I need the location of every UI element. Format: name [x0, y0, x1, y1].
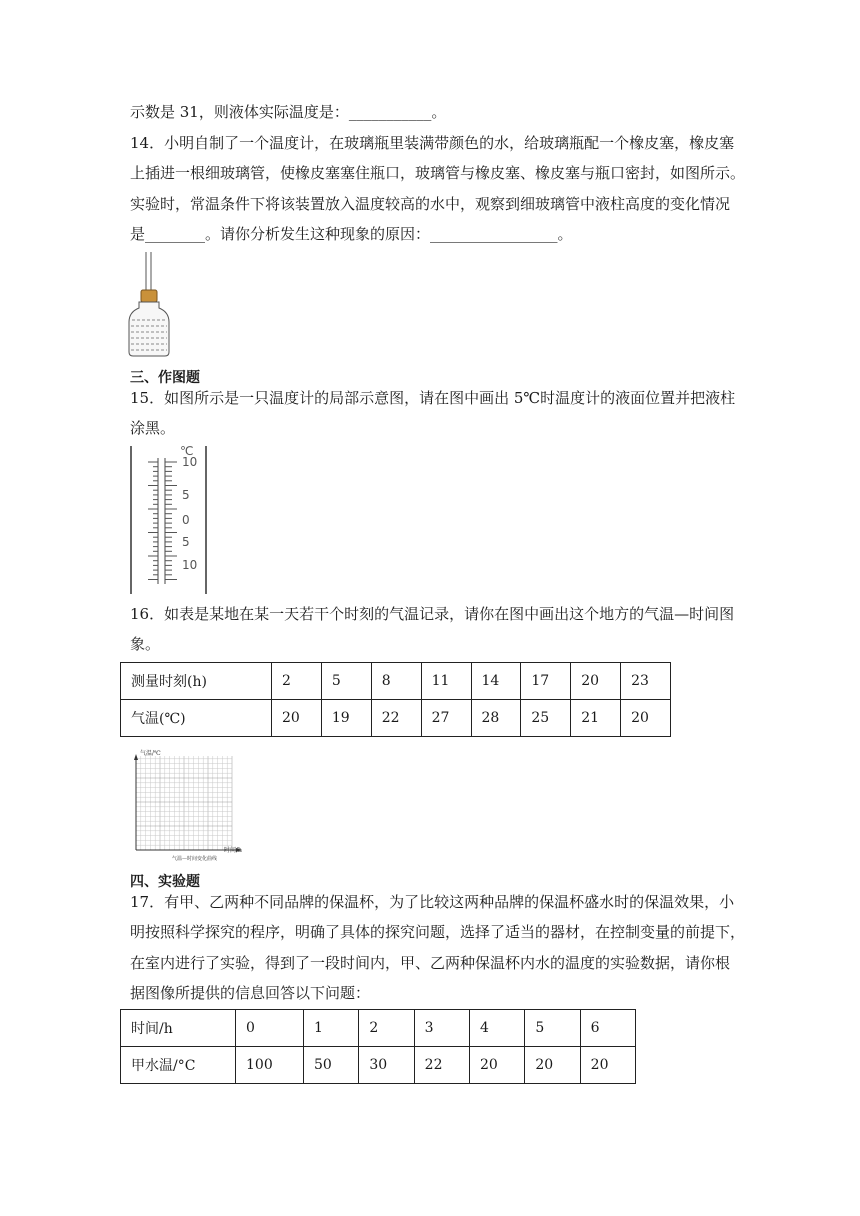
thermometer-unit-label: ℃ [180, 444, 194, 458]
q17-text-line-3: 在室内进行了实验，得到了一段时间内，甲、乙两种保温杯内水的温度的实验数据，请你根 [130, 954, 731, 972]
table-header-cell: 测量时刻(h) [121, 663, 272, 700]
table-row [121, 1047, 636, 1084]
table-cell: 3 [414, 1010, 469, 1047]
table-cell: 20 [571, 663, 621, 700]
graph-caption: 气温—时间变化曲线 [172, 856, 218, 862]
table-cell: 30 [359, 1047, 414, 1084]
table-cell: 1 [304, 1010, 359, 1047]
q14-text-line-1: 14．小明自制了一个温度计，在玻璃瓶里装满带颜色的水，给玻璃瓶配一个橡皮塞，橡皮塞 [130, 134, 735, 152]
table-cell: 6 [580, 1010, 635, 1047]
thermometer-label-5-bottom: 5 [182, 535, 190, 549]
water-temperature-table [120, 1009, 636, 1084]
temperature-record-table [120, 662, 671, 737]
table-cell: 23 [621, 663, 671, 700]
graph-x-axis-label: 时间/h [224, 847, 242, 854]
table-row-label: 甲水温/°C [121, 1047, 236, 1084]
section-4-heading: 四、实验题 [130, 874, 200, 890]
table-cell: 22 [414, 1047, 469, 1084]
q14-text-line-2: 上插进一根细玻璃管，使橡皮塞塞住瓶口，玻璃管与橡皮塞、橡皮塞与瓶口密封，如图所示。 [130, 164, 746, 182]
table-cell: 11 [421, 663, 471, 700]
table-cell: 20 [470, 1047, 525, 1084]
table-row-label: 气温(℃) [121, 700, 272, 737]
q13-tail-text: 示数是 31，则液体实际温度是：___________。 [130, 103, 447, 121]
table-cell: 5 [525, 1010, 580, 1047]
table-cell: 4 [470, 1010, 525, 1047]
table-row [121, 1010, 636, 1047]
table-cell: 22 [371, 700, 421, 737]
q14-text-line-3: 实验时，常温条件下将该装置放入温度较高的水中，观察到细玻璃管中液柱高度的变化情况 [130, 195, 731, 213]
table-cell: 20 [580, 1047, 635, 1084]
table-row [121, 700, 671, 737]
q16-text-line-2: 象。 [130, 635, 161, 653]
bottle-thermometer-figure [125, 250, 175, 360]
q17-text-line-4: 据图像所提供的信息回答以下问题： [130, 984, 371, 1002]
thermometer-label-10-bottom: 10 [182, 558, 198, 572]
table-cell: 20 [621, 700, 671, 737]
table-cell: 20 [272, 700, 322, 737]
q17-text-line-1: 17．有甲、乙两种不同品牌的保温杯，为了比较这两种品牌的保温杯盛水时的保温效果，小 [130, 893, 735, 911]
section-3-heading: 三、作图题 [130, 370, 200, 386]
table-row [121, 663, 671, 700]
table-cell: 2 [272, 663, 322, 700]
table-cell: 19 [321, 700, 371, 737]
graph-y-axis-label: 气温/℃ [140, 750, 161, 757]
table-cell: 2 [359, 1010, 414, 1047]
table-cell: 20 [525, 1047, 580, 1084]
q16-text-line-1: 16．如表是某地在某一天若干个时刻的气温记录，请你在图中画出这个地方的气温—时间图 [130, 605, 735, 623]
table-cell: 25 [521, 700, 571, 737]
table-cell: 0 [236, 1010, 304, 1047]
table-cell: 5 [321, 663, 371, 700]
q15-text-line-2: 涂黑。 [130, 419, 176, 437]
table-cell: 100 [236, 1047, 304, 1084]
table-cell: 21 [571, 700, 621, 737]
q15-text-line-1: 15．如图所示是一只温度计的局部示意图，请在图中画出 5℃时温度计的液面位置并把液柱 [130, 389, 736, 407]
q17-text-line-2: 明按照科学探究的程序，明确了具体的探究问题，选择了适当的器材，在控制变量的前提下， [130, 923, 746, 941]
table-cell: 17 [521, 663, 571, 700]
thermometer-label-0: 0 [182, 513, 190, 527]
thermometer-figure [128, 444, 210, 596]
table-cell: 27 [421, 700, 471, 737]
table-cell: 28 [471, 700, 521, 737]
thermometer-label-5-top: 5 [182, 488, 190, 502]
table-cell: 50 [304, 1047, 359, 1084]
table-header-cell: 时间/h [121, 1010, 236, 1047]
q14-text-line-4: 是________。请你分析发生这种现象的原因：_________________。 [130, 225, 573, 243]
thermometer-label-10-top: 10 [182, 455, 198, 469]
table-cell: 8 [371, 663, 421, 700]
empty-graph-grid [128, 748, 250, 864]
table-cell: 14 [471, 663, 521, 700]
